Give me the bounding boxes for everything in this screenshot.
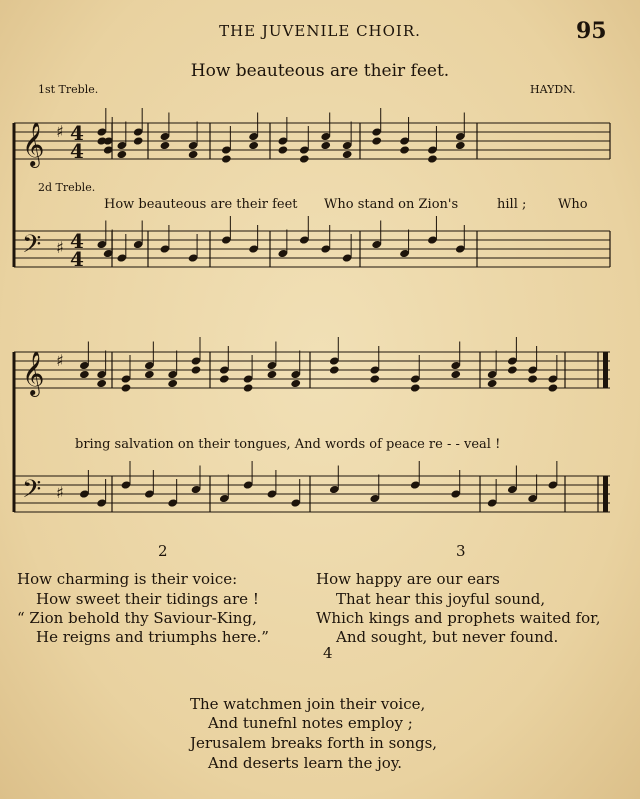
note-head [277, 145, 288, 154]
verse-line: And tunefnl notes employ ; [208, 714, 413, 732]
note-head [299, 154, 310, 163]
verse-number: 4 [323, 644, 333, 662]
verse-number: 2 [158, 542, 168, 560]
note-head [191, 365, 202, 374]
bass-clef-icon: 𝄢 [22, 475, 42, 510]
part-label-first-treble: 1st Treble. [38, 83, 99, 96]
key-signature-sharp-icon: ♯ [56, 483, 64, 502]
verse-number: 3 [456, 542, 466, 560]
final-barline-thick [603, 352, 608, 388]
verse-line: That hear this joyful sound, [336, 590, 546, 608]
page-number: 95 [576, 18, 607, 44]
note-head [427, 154, 438, 163]
final-barline-thick [603, 476, 608, 512]
note-head [133, 136, 144, 145]
note-head [547, 383, 558, 392]
note-head [342, 150, 353, 159]
note-head [455, 141, 466, 150]
note-head [527, 374, 538, 383]
time-signature-numerator: 4 [70, 121, 84, 145]
note-head [290, 379, 301, 388]
note-head [167, 379, 178, 388]
note-head [507, 365, 518, 374]
note-head [96, 379, 107, 388]
verse-line: How charming is their voice: [17, 570, 238, 588]
verse-line: He reigns and triumphs here.” [36, 628, 269, 646]
note-head [144, 370, 155, 379]
note-head [79, 370, 90, 379]
note-head [219, 374, 230, 383]
note-head [248, 141, 259, 150]
note-head [450, 370, 461, 379]
note-head [221, 154, 232, 163]
verse-line: And sought, but never found. [336, 628, 559, 646]
lyric-fragment: hill ; [497, 197, 527, 212]
bass-clef-icon: 𝄢 [22, 230, 42, 265]
note-head [188, 150, 199, 159]
lyric-fragment: How beauteous are their feet [104, 197, 298, 212]
note-head [487, 379, 498, 388]
treble-clef-icon: 𝄞 [22, 351, 45, 395]
key-signature-sharp-icon: ♯ [56, 238, 64, 257]
key-signature-sharp-icon: ♯ [56, 122, 64, 141]
time-signature-denominator: 4 [70, 139, 84, 163]
part-label-second-treble: 2d Treble. [38, 181, 96, 194]
lyric-fragment: Who stand on Zion's [324, 197, 459, 212]
running-head: THE JUVENILE CHOIR. [219, 22, 421, 40]
note-head [410, 383, 421, 392]
time-signature-numerator: 4 [70, 229, 84, 253]
note-head [116, 150, 127, 159]
note-head [243, 383, 254, 392]
note-head [329, 365, 340, 374]
lyric-line: bring salvation on their tongues, And words of peace re - - veal ! [75, 437, 501, 452]
note-head [371, 136, 382, 145]
verse-line: Jerusalem breaks forth in songs, [190, 734, 438, 752]
lyric-fragment: Who [558, 197, 588, 212]
note-head [369, 374, 380, 383]
note-head [399, 145, 410, 154]
verse-line: “ Zion behold thy Saviour-King, [17, 609, 257, 627]
note-head [267, 370, 278, 379]
verse-line: How sweet their tidings are ! [36, 590, 259, 608]
verse-line: And deserts learn the joy. [208, 754, 403, 772]
note-head [320, 141, 331, 150]
note-head [160, 141, 171, 150]
time-signature-denominator: 4 [70, 247, 84, 271]
verse-line: How happy are our ears [316, 570, 500, 588]
treble-clef-icon: 𝄞 [22, 122, 45, 166]
key-signature-sharp-icon: ♯ [56, 351, 64, 370]
verse-line: Which kings and prophets waited for, [316, 609, 601, 627]
note-head [121, 383, 132, 392]
composer-name: HAYDN. [530, 83, 576, 96]
hymn-title: How beauteous are their feet. [190, 61, 450, 81]
verse-line: The watchmen join their voice, [190, 695, 426, 713]
